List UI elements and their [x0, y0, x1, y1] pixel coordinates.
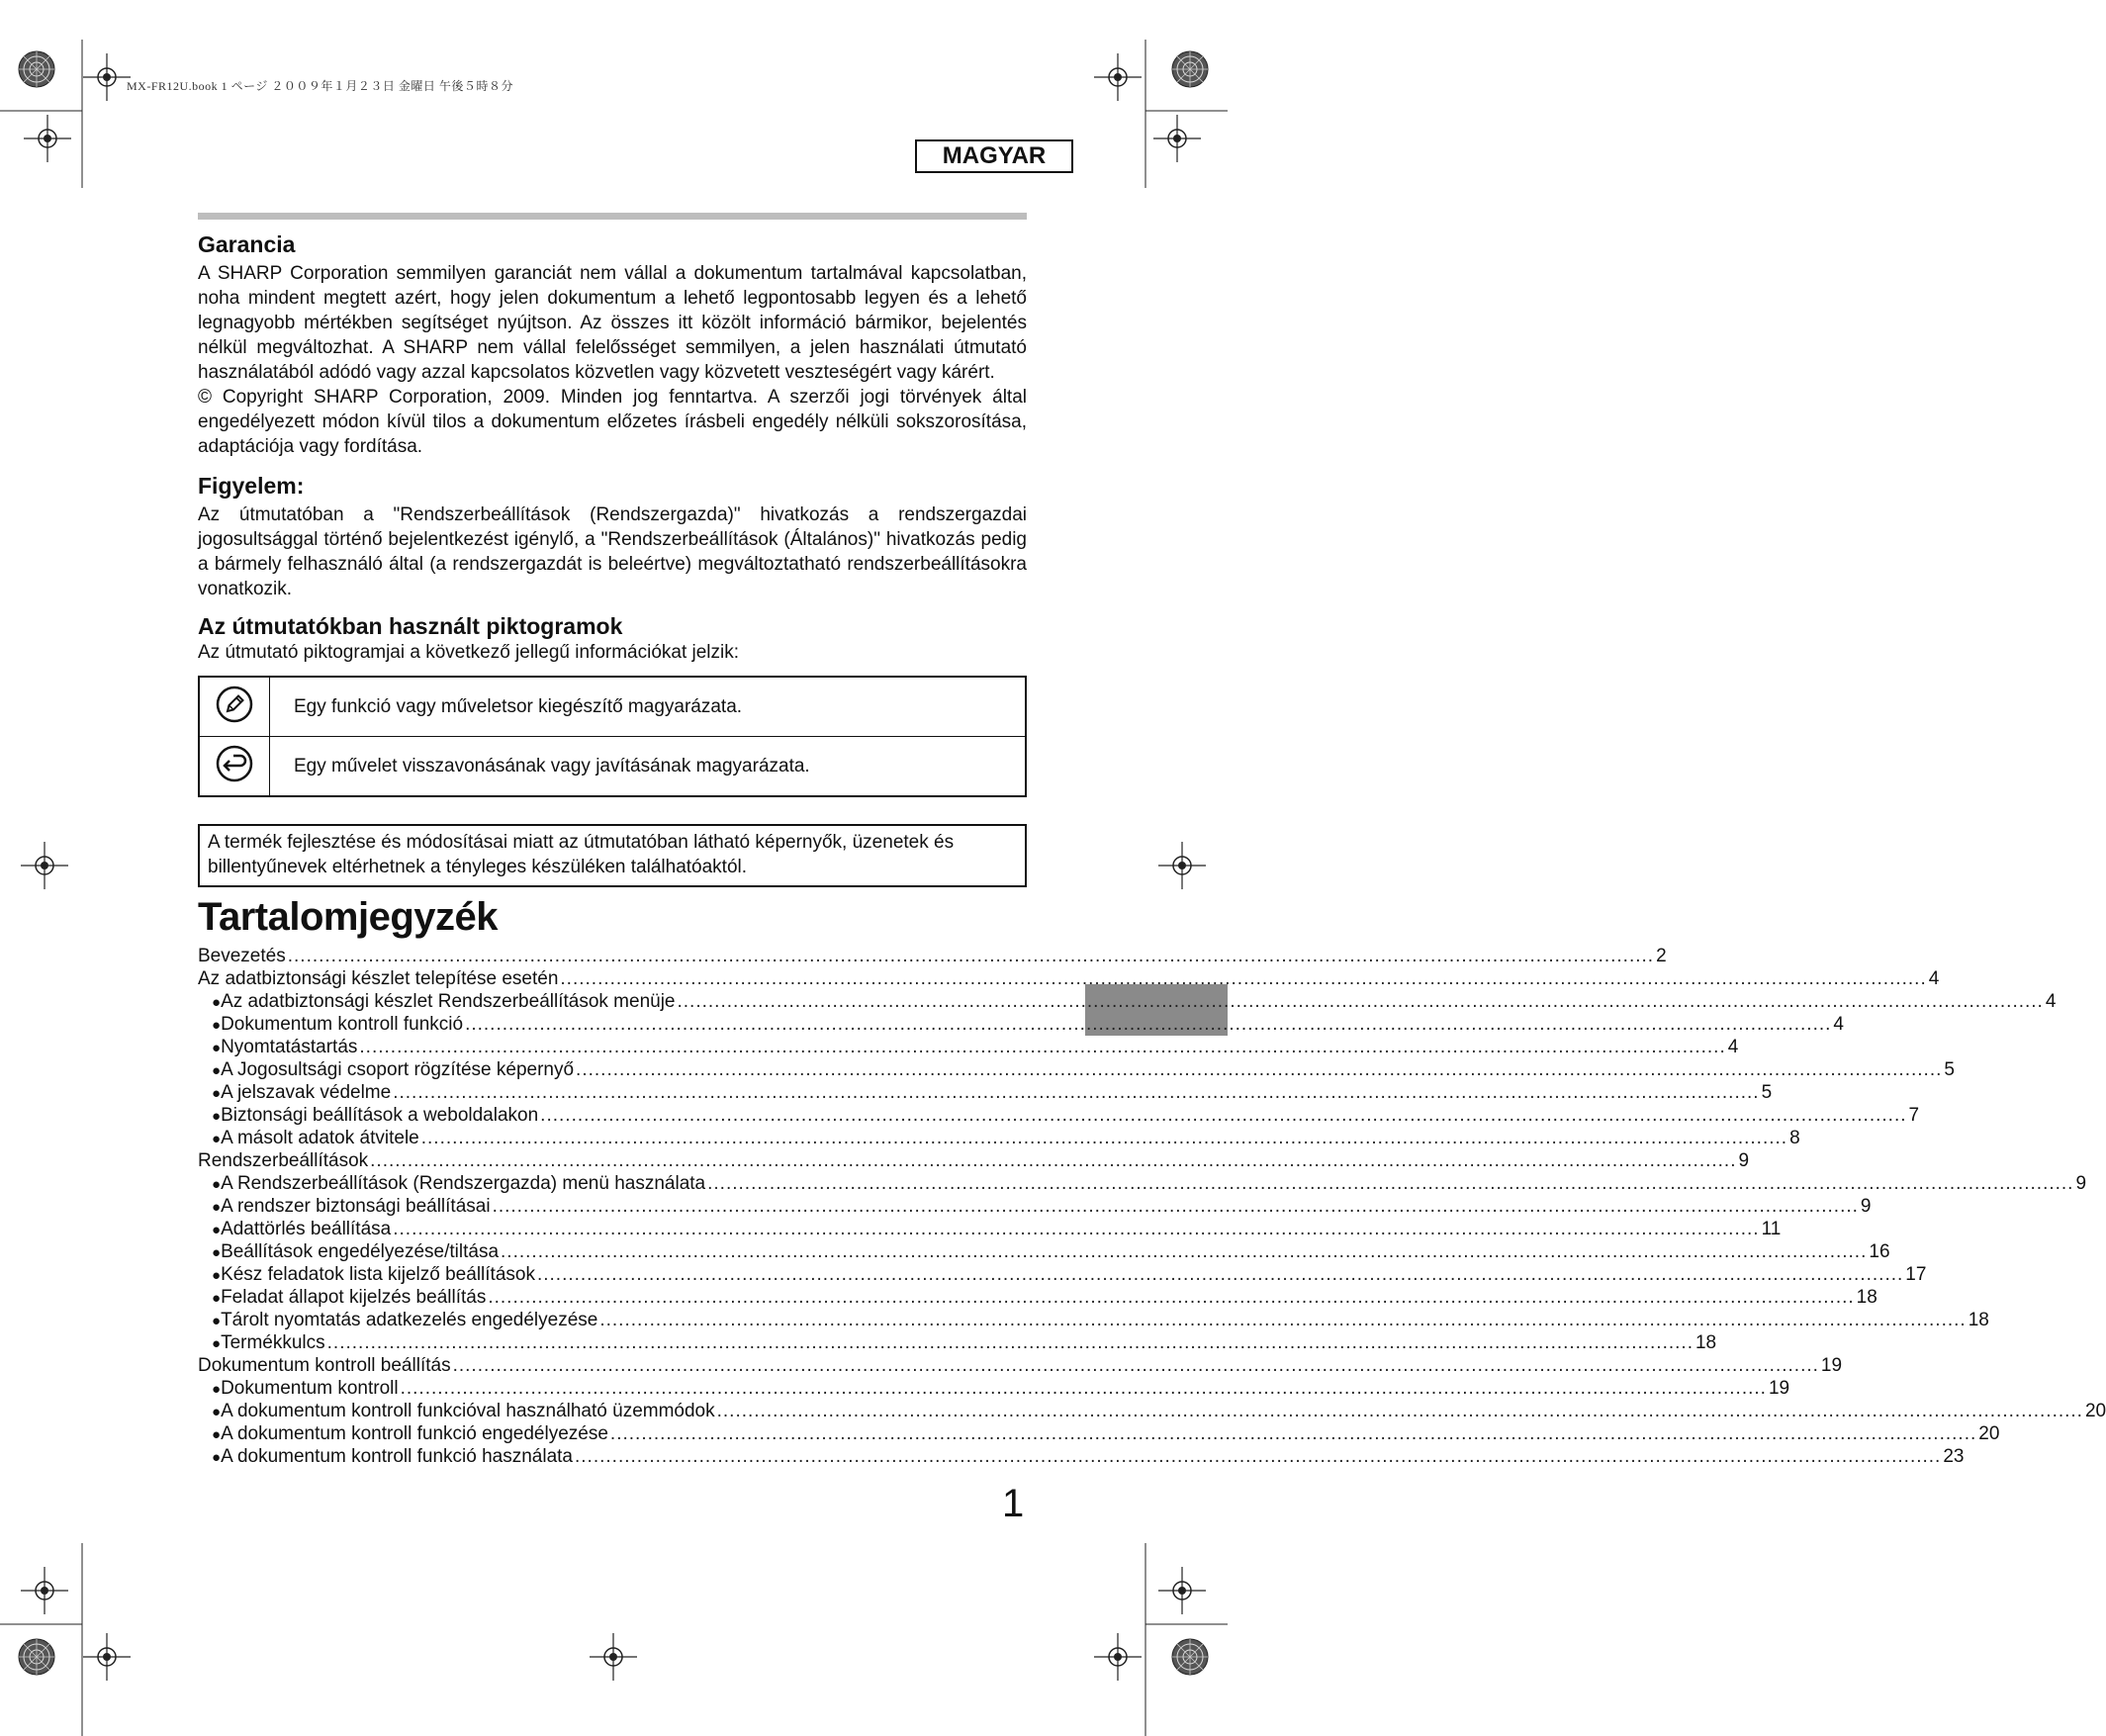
toc-entry[interactable]	[198, 1445, 1965, 1468]
bullet-icon: ●	[212, 1062, 222, 1079]
bullet-icon: ●	[212, 994, 222, 1011]
toc-entry[interactable]	[198, 1081, 1773, 1104]
bullet-icon: ●	[212, 1176, 222, 1193]
toc-entry[interactable]	[198, 1172, 2087, 1195]
toc-entry[interactable]	[198, 1127, 1800, 1149]
bullet-icon: ●	[212, 1244, 222, 1261]
bullet-icon: ●	[212, 1426, 222, 1443]
toc-entry-label: Tárolt nyomtatás adatkezelés engedélyezése	[221, 1310, 598, 1330]
toc-leader-dots: ............................................................................................................................................................................................................................	[599, 1310, 1967, 1330]
pictogram-cell	[199, 677, 270, 737]
toc-entry-label: A Jogosultsági csoport rögzítése képernyő	[221, 1059, 575, 1080]
toc-entry[interactable]	[198, 1149, 1750, 1172]
pictogram-cell	[199, 737, 270, 797]
bullet-icon: ●	[212, 1040, 222, 1056]
toc-entry[interactable]	[198, 1309, 1989, 1331]
bullet-icon: ●	[212, 1381, 222, 1398]
toc-entry-page: 4	[1727, 1037, 1739, 1057]
toc-entry-page: 4	[1928, 968, 1940, 989]
attention-text: Az útmutatóban a "Rendszerbeállítások (Rendszergazda)" hivatkozás a rendszergazdai jogosultsággal történő bejelentkezést igénylő, a "Rendszerbeállítások (Általános)" hivatkozás pedig a bármely felhasználó által (a rendszergazdát is beleértve) megváltoztatható rendszerbeállításokra vonatkozik.	[198, 504, 1027, 599]
toc-entry-label: A dokumentum kontroll funkció használata	[221, 1446, 573, 1467]
undo-arrow-icon	[215, 744, 254, 783]
toc-leader-dots: ............................................................................................................................................................................................................................	[540, 1105, 1907, 1126]
toc-entry-label: A rendszer biztonsági beállításai	[221, 1196, 491, 1217]
toc-entry-page: 7	[1908, 1105, 1920, 1126]
toc-leader-dots: ............................................................................................................................................................................................................................	[716, 1401, 2083, 1421]
attention-title: Figyelem:	[198, 473, 305, 499]
toc-entry-page: 2	[1656, 946, 1667, 966]
warranty-title: Garancia	[198, 231, 296, 257]
bullet-icon: ●	[212, 1017, 222, 1034]
toc-entry[interactable]	[198, 945, 1667, 967]
notice-box: A termék fejlesztése és módosításai miatt az útmutatóban látható képernyők, üzenetek és billentyűnevek eltérhetnek a tényleges készüléken találhatóaktól.	[198, 824, 1027, 887]
print-header-line: MX-FR12U.book 1 ページ ２００９年１月２３日 金曜日 午後５時８分	[127, 79, 513, 93]
toc-entry-label: A dokumentum kontroll funkció engedélyezése	[221, 1423, 608, 1444]
toc-entry-page: 18	[1694, 1332, 1717, 1353]
toc-leader-dots: ............................................................................................................................................................................................................................	[393, 1219, 1760, 1239]
attention-section	[198, 471, 1027, 601]
toc-entry-page: 4	[1833, 1014, 1844, 1035]
toc-leader-dots: ............................................................................................................................................................................................................................	[576, 1059, 1943, 1080]
toc-entry-label: A dokumentum kontroll funkcióval használható üzemmódok	[221, 1401, 715, 1421]
toc-entry-label: A jelszavak védelme	[221, 1082, 392, 1103]
header-rule	[198, 213, 1027, 220]
toc-entry-label: Biztonsági beállítások a weboldalakon	[221, 1105, 539, 1126]
toc-entry-page: 9	[1738, 1150, 1750, 1171]
toc-entry[interactable]	[198, 1331, 1717, 1354]
toc-entry-label: Az adatbiztonsági készlet Rendszerbeállítások menüje	[221, 991, 676, 1012]
toc-leader-dots: ............................................................................................................................................................................................................................	[501, 1241, 1868, 1262]
toc-entry-page: 16	[1869, 1241, 1890, 1262]
toc-entry-page: 11	[1761, 1219, 1782, 1239]
table-row	[199, 737, 1026, 797]
toc-entry-page: 18	[1856, 1287, 1877, 1308]
toc-entry-page: 9	[2075, 1173, 2087, 1194]
toc-entry[interactable]	[198, 1377, 1790, 1400]
toc-leader-dots: ............................................................................................................................................................................................................................	[359, 1037, 1726, 1057]
toc-entry-page: 20	[2084, 1401, 2106, 1421]
toc-entry-label: Termékkulcs	[221, 1332, 325, 1353]
toc-entry-page: 18	[1968, 1310, 1989, 1330]
bullet-icon: ●	[212, 1267, 222, 1284]
bullet-icon: ●	[212, 1085, 222, 1102]
pictograms-title: Az útmutatókban használt piktogramok	[198, 613, 623, 639]
pictogram-description: Egy művelet visszavonásának vagy javításának magyarázata.	[270, 737, 1027, 797]
toc-leader-dots: ............................................................................................................................................................................................................................	[393, 1082, 1760, 1103]
toc-entry-page: 4	[2045, 991, 2057, 1012]
toc-title: Tartalomjegyzék	[198, 895, 498, 939]
bullet-icon: ●	[212, 1108, 222, 1125]
pencil-icon	[215, 685, 254, 724]
toc-entry[interactable]	[198, 967, 1940, 990]
bullet-icon: ●	[212, 1199, 222, 1216]
toc-entry-page: 19	[1768, 1378, 1790, 1399]
bullet-icon: ●	[212, 1449, 222, 1466]
toc-entry-page: 19	[1820, 1355, 1843, 1376]
toc-entry-label: Beállítások engedélyezése/tiltása	[221, 1241, 500, 1262]
toc-entry-page: 9	[1860, 1196, 1872, 1217]
toc-entry-label: Kész feladatok lista kijelző beállítások	[221, 1264, 535, 1285]
toc-entry-label: Dokumentum kontroll	[221, 1378, 399, 1399]
toc-entry-label: Dokumentum kontroll funkció	[221, 1014, 464, 1035]
toc-entry[interactable]	[198, 1286, 1877, 1309]
toc-entry-label: A másolt adatok átvitele	[221, 1128, 419, 1148]
pictograms-section	[198, 613, 1027, 797]
toc-entry[interactable]	[198, 1218, 1782, 1240]
toc-entry[interactable]	[198, 1013, 1844, 1036]
toc-entry[interactable]	[198, 1058, 1955, 1081]
bullet-icon: ●	[212, 1290, 222, 1307]
toc-leader-dots: ............................................................................................................................................................................................................................	[677, 991, 2044, 1012]
toc-entry-page: 23	[1943, 1446, 1965, 1467]
toc-leader-dots: ............................................................................................................................................................................................................................	[400, 1378, 1767, 1399]
language-tab: MAGYAR	[915, 139, 1073, 173]
bullet-icon: ●	[212, 1131, 222, 1147]
toc-leader-dots: ............................................................................................................................................................................................................................	[465, 1014, 1832, 1035]
table-row	[199, 677, 1026, 737]
toc-entry[interactable]	[198, 990, 2057, 1013]
bullet-icon: ●	[212, 1313, 222, 1329]
toc-leader-dots: ............................................................................................................................................................................................................................	[488, 1287, 1855, 1308]
toc-leader-dots: ............................................................................................................................................................................................................................	[420, 1128, 1788, 1148]
toc-leader-dots: ............................................................................................................................................................................................................................	[536, 1264, 1904, 1285]
toc-leader-dots: ............................................................................................................................................................................................................................	[707, 1173, 2074, 1194]
toc-entry-label: Az adatbiztonsági készlet telepítése esetén	[198, 968, 559, 989]
copyright-text: © Copyright SHARP Corporation, 2009. Minden jog fenntartva. A szerzői jogi törvények által engedélyezett módon kívül tilos a dokumentum előzetes írásbeli engedély nélküli sokszorosítása, adaptációja vagy fordítása.	[198, 387, 1027, 457]
toc-entry-label: Adattörlés beállítása	[221, 1219, 392, 1239]
toc-leader-dots: ............................................................................................................................................................................................................................	[560, 968, 1927, 989]
pictogram-table	[198, 676, 1027, 797]
toc-leader-dots: ............................................................................................................................................................................................................................	[492, 1196, 1859, 1217]
toc-entry[interactable]	[198, 1036, 1739, 1058]
toc-entry[interactable]	[198, 1195, 1872, 1218]
toc-entry-page: 17	[1905, 1264, 1927, 1285]
toc-entry[interactable]	[198, 1400, 2106, 1422]
bullet-icon: ●	[212, 1222, 222, 1238]
toc-entry-label: A Rendszerbeállítások (Rendszergazda) menü használata	[221, 1173, 706, 1194]
toc-entry-label: Nyomtatástartás	[221, 1037, 358, 1057]
toc-entry-page: 8	[1789, 1128, 1800, 1148]
page-number: 1	[1002, 1482, 1025, 1525]
bullet-icon: ●	[212, 1335, 222, 1352]
warranty-text: A SHARP Corporation semmilyen garanciát nem vállal a dokumentum tartalmával kapcsolatban, noha mindent megtett azért, hogy jelen dokumentum a lehető legpontosabb legyen és a lehető legnagyobb mértékben segítséget nyújtson. Az összes itt közölt információ bármikor, bejelentés nélkül megváltozhat. A SHARP nem vállal felelősséget semmilyen, a jelen használati útmutató használatából adódó vagy azzal kapcsolatos közvetlen vagy közvetett veszteségért vagy kárért.	[198, 263, 1027, 383]
toc-entry[interactable]	[198, 1263, 1927, 1286]
toc-leader-dots: ............................................................................................................................................................................................................................	[609, 1423, 1977, 1444]
toc-entry-label: Rendszerbeállítások	[198, 1150, 369, 1171]
page-content	[198, 229, 2106, 1468]
toc-leader-dots: ............................................................................................................................................................................................................................	[575, 1446, 1942, 1467]
toc-entry-page: 5	[1761, 1082, 1773, 1103]
toc-entry-label: Dokumentum kontroll beállítás	[198, 1355, 451, 1376]
toc-entry[interactable]	[198, 1422, 2000, 1445]
pictograms-intro: Az útmutató piktogramjai a következő jellegű információkat jelzik:	[198, 642, 740, 663]
warranty-section	[198, 229, 1027, 459]
table-of-contents	[198, 945, 2106, 1468]
toc-entry-label: Feladat állapot kijelzés beállítás	[221, 1287, 487, 1308]
toc-leader-dots: ............................................................................................................................................................................................................................	[326, 1332, 1694, 1353]
toc-leader-dots: ............................................................................................................................................................................................................................	[452, 1355, 1819, 1376]
bullet-icon: ●	[212, 1404, 222, 1420]
toc-leader-dots: ............................................................................................................................................................................................................................	[370, 1150, 1737, 1171]
pictogram-description: Egy funkció vagy műveletsor kiegészítő magyarázata.	[294, 695, 743, 717]
toc-entry-label: Bevezetés	[198, 946, 286, 966]
toc-entry[interactable]	[198, 1354, 1843, 1377]
toc-entry-page: 20	[1978, 1423, 2000, 1444]
toc-entry-page: 5	[1944, 1059, 1955, 1080]
toc-leader-dots: ............................................................................................................................................................................................................................	[287, 946, 1655, 966]
toc-entry[interactable]	[198, 1240, 1890, 1263]
toc-entry[interactable]	[198, 1104, 1920, 1127]
